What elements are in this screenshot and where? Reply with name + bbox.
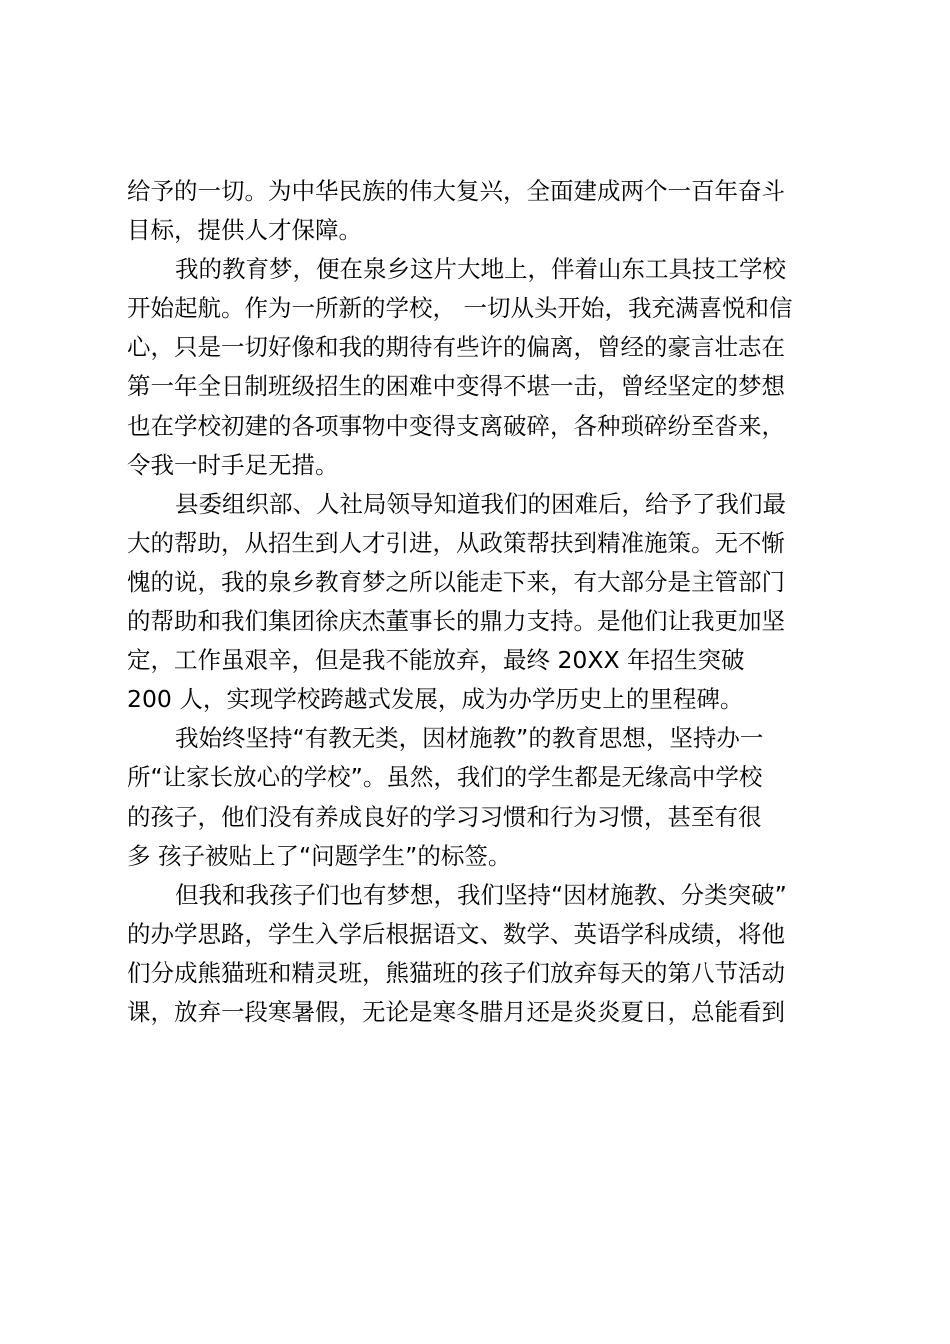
text-line: 第一年全日制班级招生的困难中变得不堪一击，曾经坚定的梦想 — [127, 372, 785, 401]
text-line: 们分成熊猫班和精灵班，熊猫班的孩子们放弃每天的第八节活动 — [127, 958, 785, 987]
text-line: 也在学校初建的各项事物中变得支离破碎，各种琐碎纷至沓来， — [127, 411, 785, 440]
text-line: 我始终坚持“有教无类，因材施教”的教育思想，坚持办一 — [175, 724, 764, 753]
text-line: 200 人，实现学校跨越式发展，成为办学历史上的里程碑。 — [127, 685, 744, 714]
text-line: 目标，提供人才保障。 — [127, 216, 362, 245]
text-line: 但我和我孩子们也有梦想，我们坚持“因材施教、分类突破” — [175, 880, 787, 909]
text-line: 大的帮助，从招生到人才引进，从政策帮扶到精准施策。无不惭 — [127, 528, 785, 557]
text-line: 的孩子，他们没有养成良好的学习习惯和行为习惯，甚至有很 — [127, 802, 762, 831]
paragraph-3 — [127, 485, 847, 720]
paragraph-5 — [127, 876, 847, 1032]
paragraph-2 — [127, 250, 847, 485]
text-line: 课，放弃一段寒暑假，无论是寒冬腊月还是炎炎夏日，总能看到 — [127, 997, 785, 1026]
text-line: 所“让家长放心的学校”。虽然，我们的学生都是无缘高中学校 — [127, 763, 763, 792]
paragraph-1 — [127, 172, 847, 250]
text-line: 开始起航。作为一所新的学校， 一切从头开始，我充满喜悦和信 — [127, 294, 793, 323]
document-body — [127, 172, 847, 1032]
text-line: 愧的说，我的泉乡教育梦之所以能走下来，有大部分是主管部门 — [127, 567, 785, 596]
text-line: 的帮助和我们集团徐庆杰董事长的鼎力支持。是他们让我更加坚 — [127, 607, 785, 636]
text-line: 定，工作虽艰辛，但是我不能放弃，最终 20XX 年招生突破 — [127, 646, 745, 675]
text-line: 令我一时手足无措。 — [127, 450, 339, 479]
text-line: 的办学思路，学生入学后根据语文、数学、英语学科成绩，将他 — [127, 919, 785, 948]
text-line: 县委组织部、人社局领导知道我们的困难后，给予了我们最 — [175, 489, 786, 518]
text-line: 给予的一切。为中华民族的伟大复兴，全面建成两个一百年奋斗 — [127, 177, 785, 205]
paragraph-4 — [127, 719, 847, 875]
text-line: 我的教育梦，便在泉乡这片大地上，伴着山东工具技工学校 — [175, 255, 786, 284]
text-line: 心，只是一切好像和我的期待有些许的偏离，曾经的豪言壮志在 — [127, 333, 785, 362]
text-line: 多 孩子被贴上了“问题学生”的标签。 — [127, 841, 512, 870]
